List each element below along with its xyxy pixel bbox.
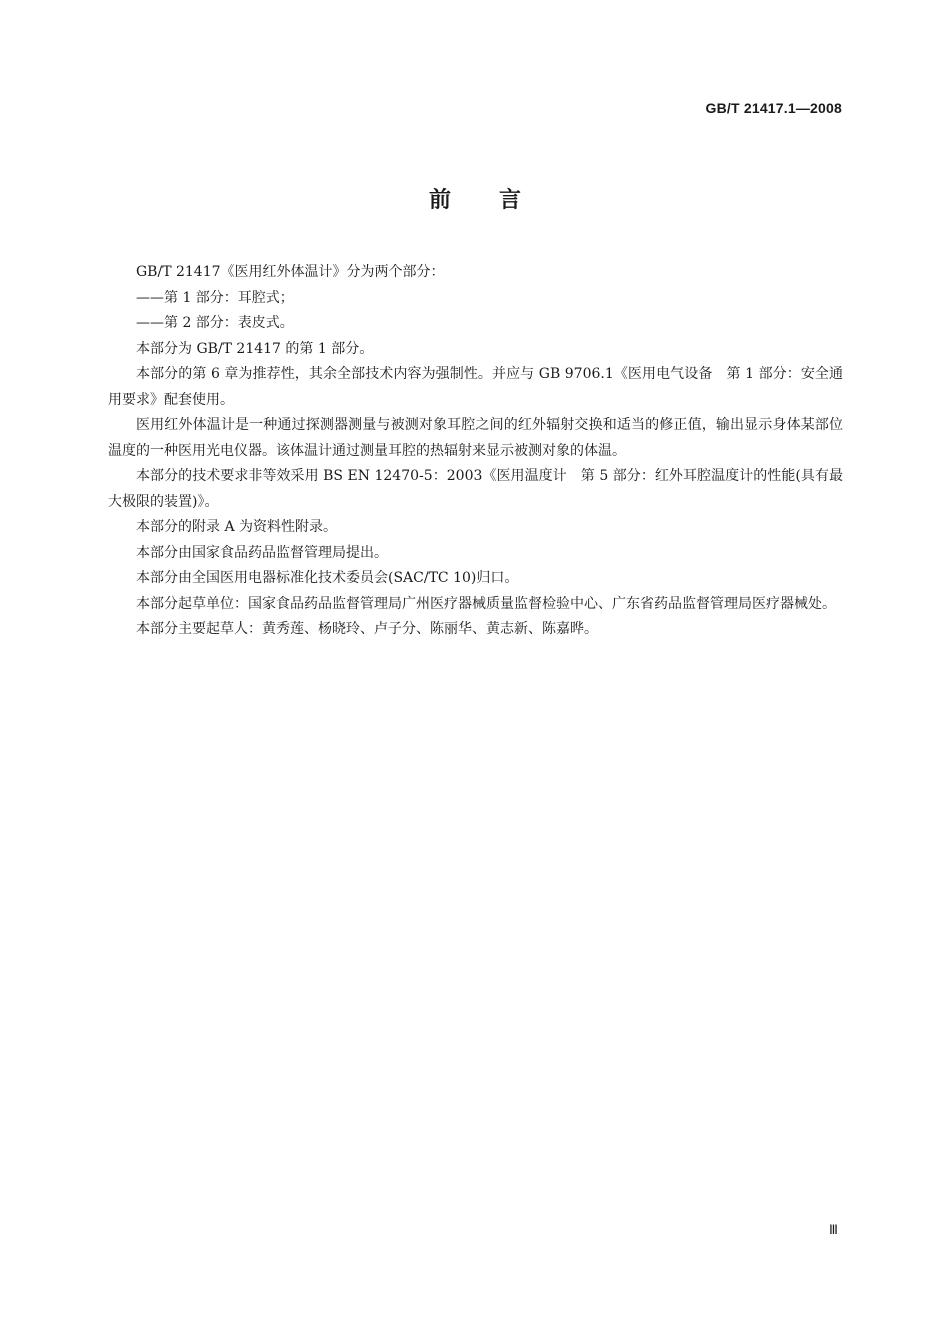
paragraph-this-part: 本部分为 GB/T 21417 的第 1 部分。 xyxy=(136,340,374,357)
paragraph-annex: 本部分的附录 A 为资料性附录。 xyxy=(136,519,338,535)
paragraph-drafting-unit: 本部分起草单位：国家食品药品监督管理局广州医疗器械质量监督检验中心、广东省药品监督管理局医疗器械处。 xyxy=(136,595,836,612)
paragraph-definition: 医用红外体温计是一种通过探测器测量与被测对象耳腔之间的红外辐射交换和适当的修正值，输出显示身体某部位温度的一种医用光电仪器。该体温计通过测量耳腔的热辐射来显示被测对象的体温。 xyxy=(108,417,843,459)
standard-code: GB/T 21417.1—2008 xyxy=(705,100,842,116)
paragraph-part-2: ——第 2 部分：表皮式。 xyxy=(136,315,294,331)
paragraph-drafters: 本部分主要起草人：黄秀莲、杨晓玲、卢子分、陈丽华、黄志新、陈嘉晔。 xyxy=(136,621,598,637)
foreword-body xyxy=(108,260,843,643)
paragraph-mandatory: 本部分的第 6 章为推荐性，其余全部技术内容为强制性。并应与 GB 9706.1《医用电气设备 第 1 部分：安全通用要求》配套使用。 xyxy=(108,366,843,408)
paragraph-under-jurisdiction: 本部分由全国医用电器标准化技术委员会(SAC/TC 10)归口。 xyxy=(136,570,519,586)
page-number: Ⅲ xyxy=(829,1222,838,1237)
paragraph-proposed-by: 本部分由国家食品药品监督管理局提出。 xyxy=(136,544,388,561)
paragraph-parts-intro: GB/T 21417《医用红外体温计》分为两个部分： xyxy=(136,264,445,280)
paragraph-adoption: 本部分的技术要求非等效采用 BS EN 12470-5：2003《医用温度计 第 5 部分：红外耳腔温度计的性能(具有最大极限的装置)》。 xyxy=(108,468,843,510)
paragraph-part-1: ——第 1 部分：耳腔式； xyxy=(136,289,294,306)
page-title: 前言 xyxy=(428,188,569,213)
